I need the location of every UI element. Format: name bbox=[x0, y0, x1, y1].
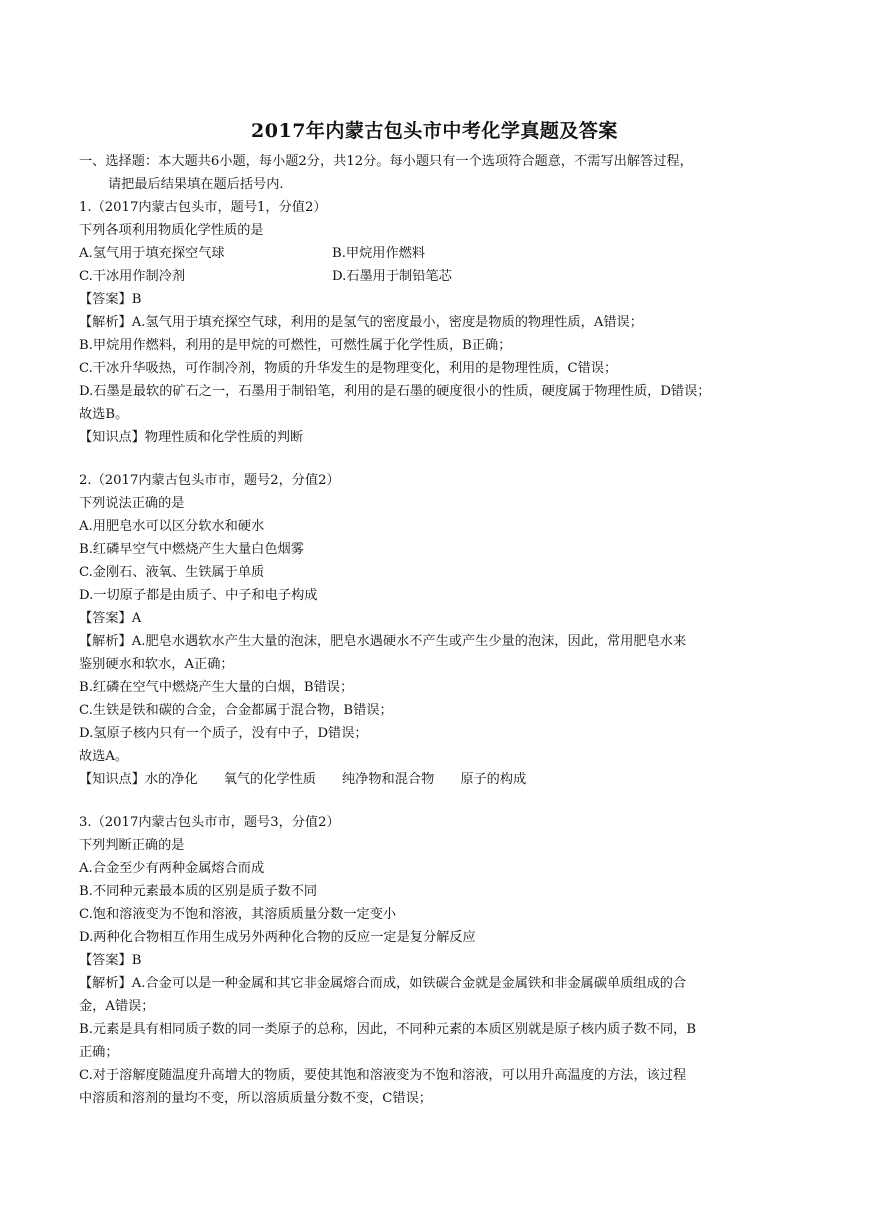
q1-conclusion: 故选B。 bbox=[79, 407, 129, 422]
q1-header: 1.（2017内蒙古包头市，题号1，分值2） bbox=[79, 200, 327, 215]
q2-conclusion: 故选A。 bbox=[79, 749, 129, 764]
q2-stem: 下列说法正确的是 bbox=[79, 496, 185, 511]
q2-knowledge-point bbox=[79, 770, 552, 790]
q3-option-d: D.两种化合物相互作用生成另外两种化合物的反应一定是复分解反应 bbox=[79, 930, 476, 945]
page-title: 2017年内蒙古包头市中考化学真题及答案 bbox=[251, 120, 618, 142]
q3-explanation-b-cont: 正确； bbox=[79, 1045, 119, 1060]
q3-option-c: C.饱和溶液变为不饱和溶液，其溶质质量分数一定变小 bbox=[79, 907, 397, 922]
q1-explanation-c: C.干冰升华吸热，可作制冷剂，物质的升华发生的是物理变化，利用的是物理性质，C错误； bbox=[79, 361, 618, 376]
knowledge-item: 氧气的化学性质 bbox=[223, 772, 316, 787]
q3-header: 3.（2017内蒙古包头市市，题号3，分值2） bbox=[79, 815, 340, 830]
q1-option-b: B.甲烷用作燃料 bbox=[332, 246, 426, 261]
q3-option-a: A.合金至少有两种金属熔合而成 bbox=[79, 861, 265, 876]
q3-stem: 下列判断正确的是 bbox=[79, 838, 185, 853]
q1-explanation-a: 【解析】A.氢气用于填充探空气球，利用的是氢气的密度最小，密度是物质的物理性质，A错误； bbox=[79, 315, 643, 330]
q1-option-c: C.干冰用作制冷剂 bbox=[79, 269, 186, 284]
q1-explanation-b: B.甲烷用作燃料，利用的是甲烷的可燃性，可燃性属于化学性质，B正确； bbox=[79, 338, 512, 353]
q3-explanation-a: 【解析】A.合金可以是一种金属和其它非金属熔合而成，如铁碳合金就是金属铁和非金属碳单质组成的合 bbox=[79, 976, 687, 991]
q3-explanation-c-cont: 中溶质和溶剂的量均不变，所以溶质质量分数不变，C错误； bbox=[79, 1091, 432, 1106]
q2-option-a: A.用肥皂水可以区分软水和硬水 bbox=[79, 519, 265, 534]
q2-explanation-a-cont: 鉴别硬水和软水，A正确； bbox=[79, 657, 234, 672]
knowledge-item: 纯净物和混合物 bbox=[342, 772, 435, 787]
q3-explanation-b: B.元素是具有相同质子数的同一类原子的总称，因此，不同种元素的本质区别就是原子核内质子数不同，B bbox=[79, 1022, 697, 1037]
q3-explanation-a-cont: 金，A错误； bbox=[79, 999, 155, 1014]
q2-explanation-b: B.红磷在空气中燃烧产生大量的白烟，B错误； bbox=[79, 680, 354, 695]
q2-option-c: C.金刚石、液氧、生铁属于单质 bbox=[79, 565, 265, 580]
knowledge-item: 水的净化 bbox=[144, 772, 198, 787]
q1-knowledge-point: 【知识点】物理性质和化学性质的判断 bbox=[79, 430, 304, 445]
q1-option-a: A.氢气用于填充探空气球 bbox=[79, 246, 225, 261]
section-intro-cont: 请把最后结果填在题后括号内. bbox=[108, 177, 284, 192]
q1-option-d: D.石墨用于制铅笔芯 bbox=[332, 269, 452, 284]
q2-explanation-d: D.氢原子核内只有一个质子，没有中子，D错误； bbox=[79, 726, 368, 741]
q2-option-d: D.一切原子都是由质子、中子和电子构成 bbox=[79, 588, 318, 603]
q3-explanation-c: C.对于溶解度随温度升高增大的物质，要使其饱和溶液变为不饱和溶液，可以用升高温度的方法，该过程 bbox=[79, 1068, 687, 1083]
section-intro: 一、选择题：本大题共6小题，每小题2分，共12分。每小题只有一个选项符合题意，不需写出解答过程， bbox=[79, 154, 693, 169]
q2-header: 2.（2017内蒙古包头市市，题号2，分值2） bbox=[79, 473, 340, 488]
q3-option-b: B.不同种元素最本质的区别是质子数不同 bbox=[79, 884, 318, 899]
q1-answer: 【答案】B bbox=[79, 292, 142, 307]
q1-explanation-d: D.石墨是最软的矿石之一，石墨用于制铅笔，利用的是石墨的硬度很小的性质，硬度属于物理性质，D错误； bbox=[79, 384, 711, 399]
knowledge-item: 原子的构成 bbox=[460, 772, 527, 787]
knowledge-label: 【知识点】 bbox=[79, 772, 145, 787]
q3-answer: 【答案】B bbox=[79, 953, 142, 968]
q2-explanation-c: C.生铁是铁和碳的合金，合金都属于混合物，B错误； bbox=[79, 703, 393, 718]
q2-answer: 【答案】A bbox=[79, 611, 142, 626]
q2-option-b: B.红磷早空气中燃烧产生大量白色烟雾 bbox=[79, 542, 304, 557]
q1-stem: 下列各项利用物质化学性质的是 bbox=[79, 223, 264, 238]
q2-explanation-a: 【解析】A.肥皂水遇软水产生大量的泡沫，肥皂水遇硬水不产生或产生少量的泡沫，因此，常用肥皂水来 bbox=[79, 634, 687, 649]
